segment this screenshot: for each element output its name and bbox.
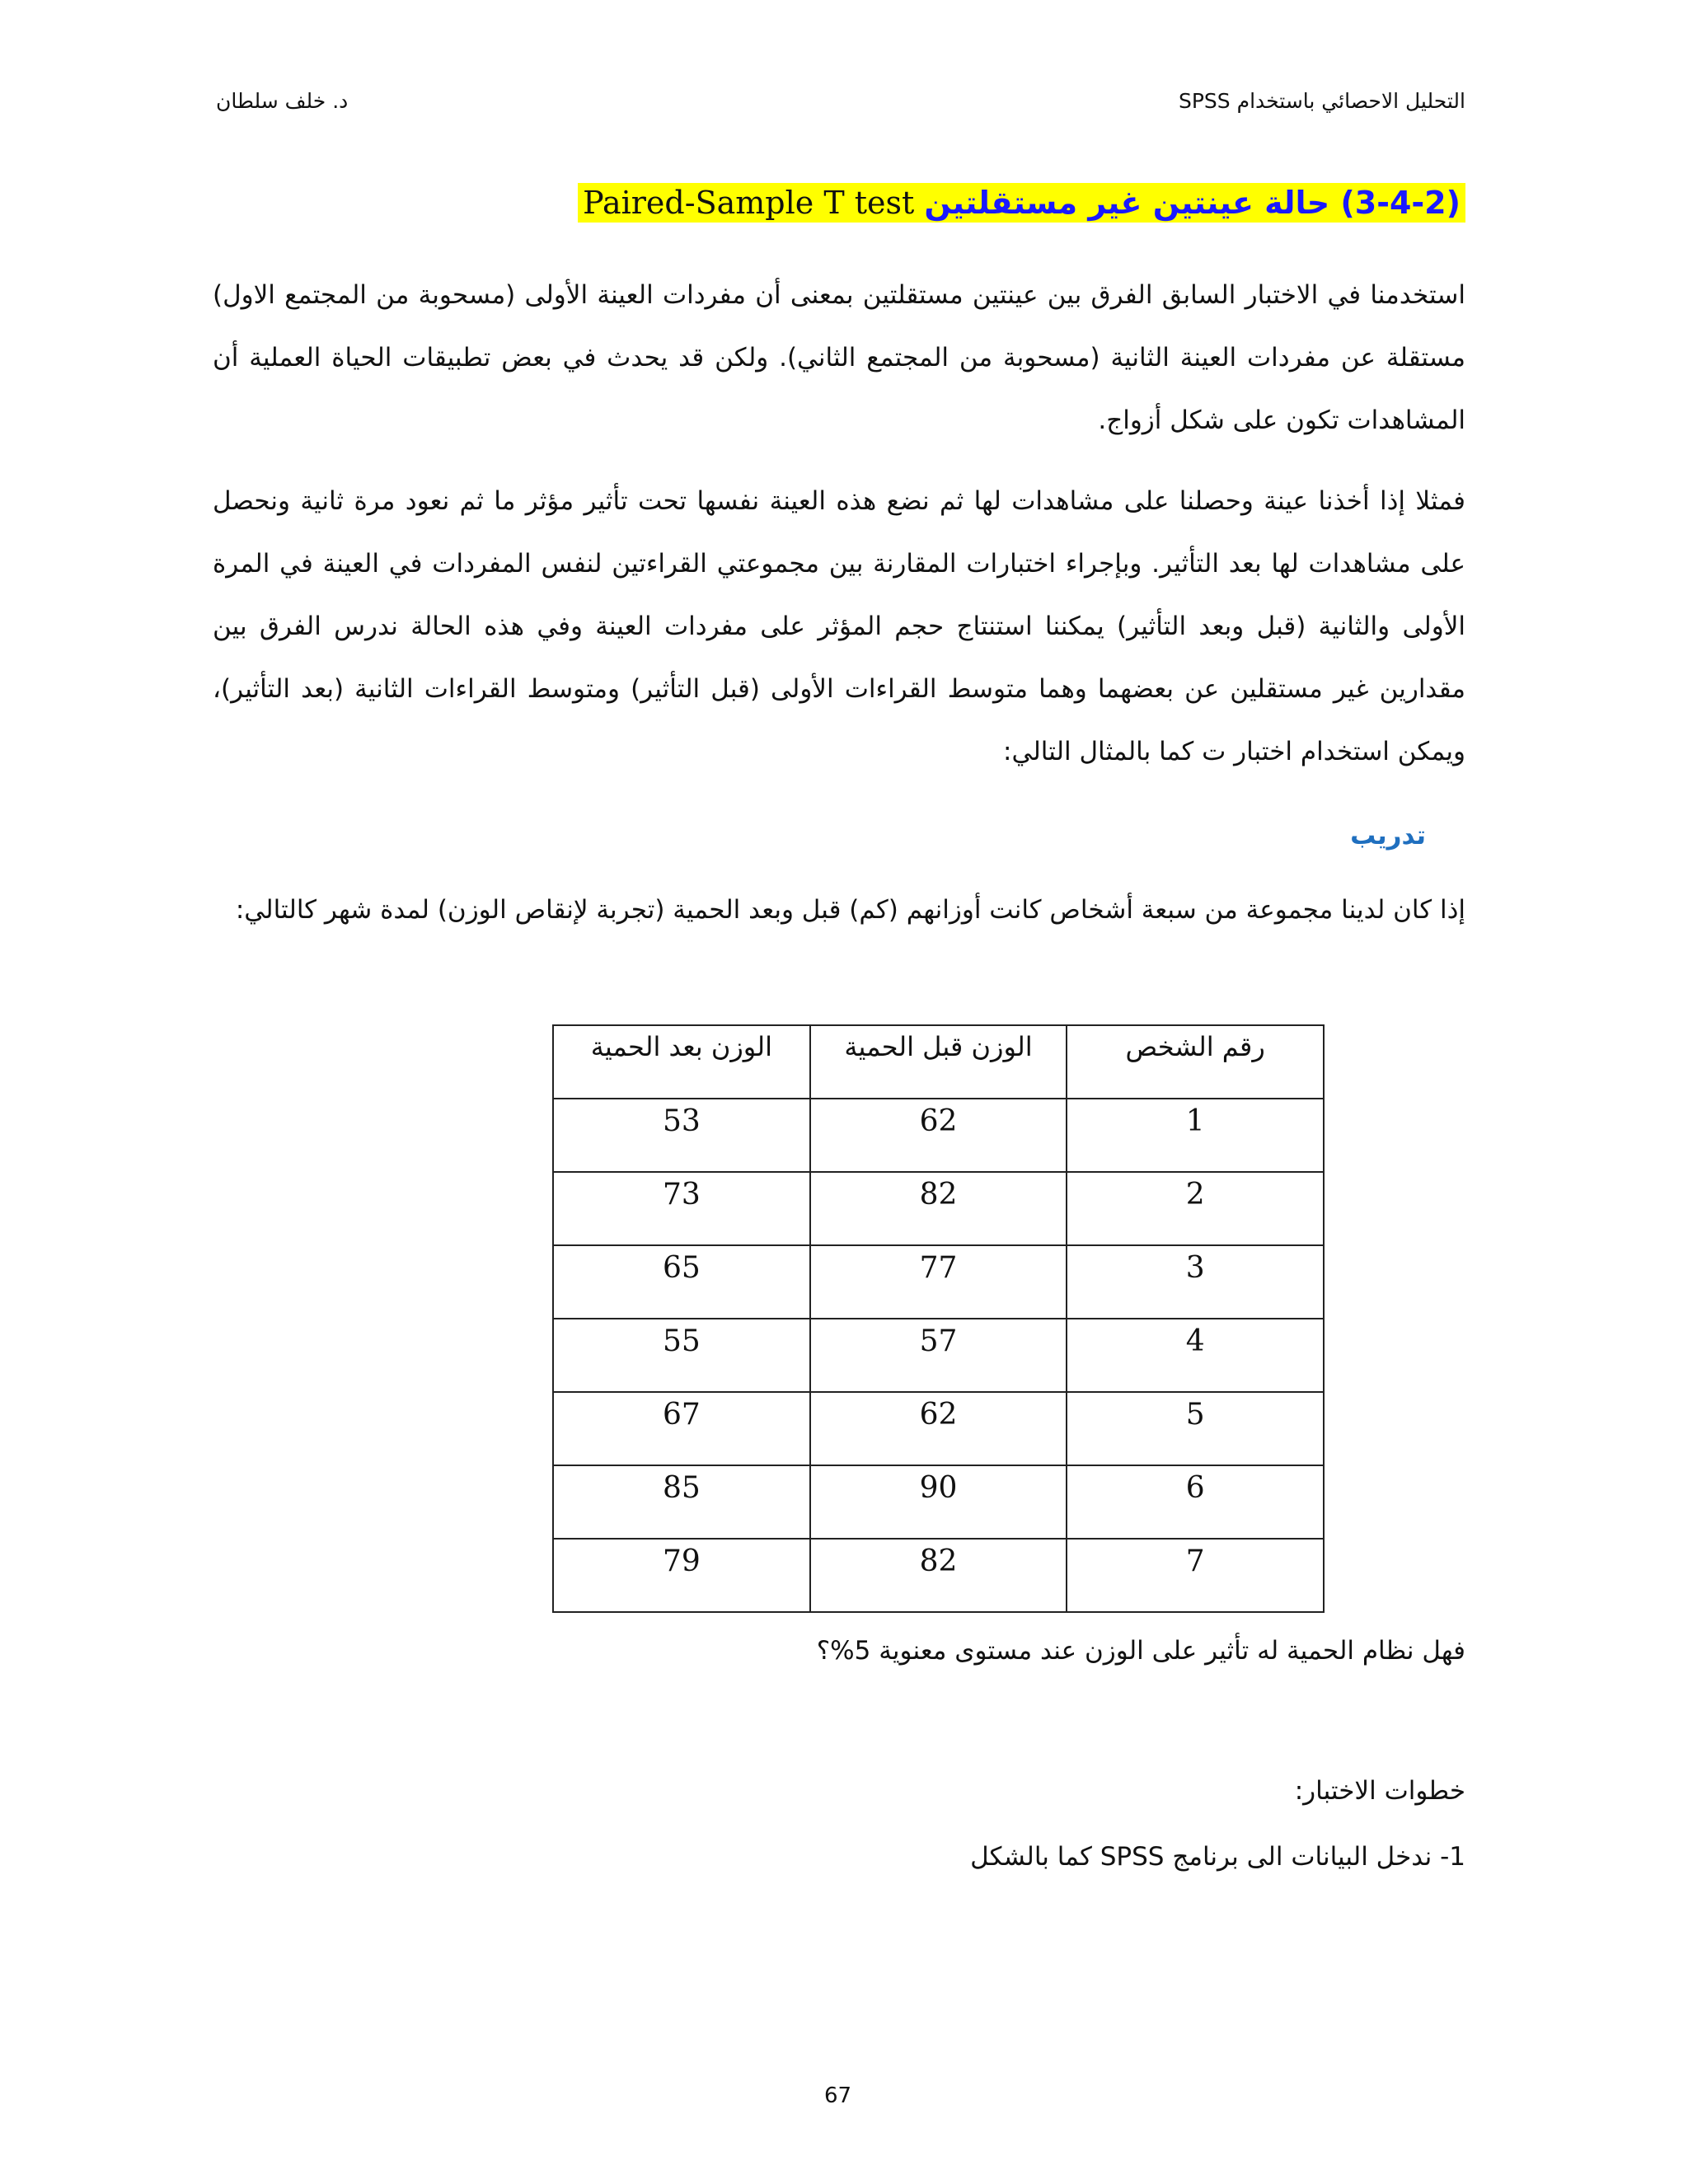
training-label: تدريب [1350,821,1426,851]
weights-table [552,1024,1325,1613]
section-heading-english: Paired-Sample T test [583,185,915,221]
header-weight-after: الوزن بعد الحمية [553,1025,810,1099]
cell-before: 82 [810,1539,1067,1612]
table-row [553,1245,1324,1319]
table-row [553,1539,1324,1612]
cell-before: 90 [810,1465,1067,1539]
header-person-number: رقم الشخص [1067,1025,1324,1099]
cell-before: 57 [810,1319,1067,1392]
cell-person: 6 [1067,1465,1324,1539]
paragraph-intro: استخدمنا في الاختبار السابق الفرق بين عينتين مستقلتين بمعنى أن مفردات العينة الأولى (مسحوبة من المجتمع الاول) مستقلة عن مفردات العينة الثانية (مسحوبة من المجتمع الثاني). ولكن قد يحدث في بعض تطبيقات الحياة العملية أن المشاهدات تكون على شكل أزواج. [213,280,1465,435]
section-heading [578,183,1465,223]
paragraph-exercise: إذا كان لدينا مجموعة من سبعة أشخاص كانت أوزانهم (كم) قبل وبعد الحمية (تجربة لإنقاص الوزن) لمدة شهر كالتالي: [235,895,1465,925]
header-weight-before: الوزن قبل الحمية [810,1025,1067,1099]
header-author: د. خلف سلطان [216,89,349,113]
cell-person: 1 [1067,1099,1324,1172]
table-header-row [553,1025,1324,1099]
table-row [553,1172,1324,1245]
paragraph-explanation: فمثلا إذا أخذنا عينة وحصلنا على مشاهدات لها ثم نضع هذه العينة نفسها تحت تأثير مؤثر ما ثم نعود مرة ثانية ونحصل على مشاهدات لها بعد التأثير. وبإجراء اختبارات المقارنة بين مجموعتي القراءتين لنفس المفردات في العينة في المرة الأولى والثانية (قبل وبعد التأثير) يمكننا استنتاج حجم المؤثر على مفردات العينة وفي هذه الحالة ندرس الفرق بين مقدارين غير مستقلين عن بعضهما وهما متوسط القراءات الأولى (قبل التأثير) ومتوسط القراءات الثانية (بعد التأثير)، ويمكن استخدام اختبار ت كما بالمثال التالي: [213,486,1465,766]
table-row [553,1392,1324,1465]
cell-person: 2 [1067,1172,1324,1245]
cell-after: 79 [553,1539,810,1612]
step-1: 1- ندخل البيانات الى برنامج SPSS كما بالشكل [970,1842,1465,1872]
cell-before: 77 [810,1245,1067,1319]
cell-before: 62 [810,1099,1067,1172]
steps-title: خطوات الاختبار: [1294,1776,1465,1806]
cell-before: 62 [810,1392,1067,1465]
cell-person: 3 [1067,1245,1324,1319]
cell-after: 73 [553,1172,810,1245]
table-row [553,1465,1324,1539]
table-row [553,1099,1324,1172]
page-number: 67 [824,2083,852,2108]
cell-after: 85 [553,1465,810,1539]
cell-after: 55 [553,1319,810,1392]
cell-person: 5 [1067,1392,1324,1465]
cell-after: 65 [553,1245,810,1319]
section-heading-arabic: (3-4-2) حالة عينتين غير مستقلتين [924,185,1461,221]
cell-before: 82 [810,1172,1067,1245]
cell-person: 7 [1067,1539,1324,1612]
cell-after: 53 [553,1099,810,1172]
table-row [553,1319,1324,1392]
cell-person: 4 [1067,1319,1324,1392]
cell-after: 67 [553,1392,810,1465]
header-book-title: التحليل الاحصائي باستخدام SPSS [1178,89,1465,113]
question-text: فهل نظام الحمية له تأثير على الوزن عند مستوى معنوية 5%؟ [816,1636,1465,1666]
